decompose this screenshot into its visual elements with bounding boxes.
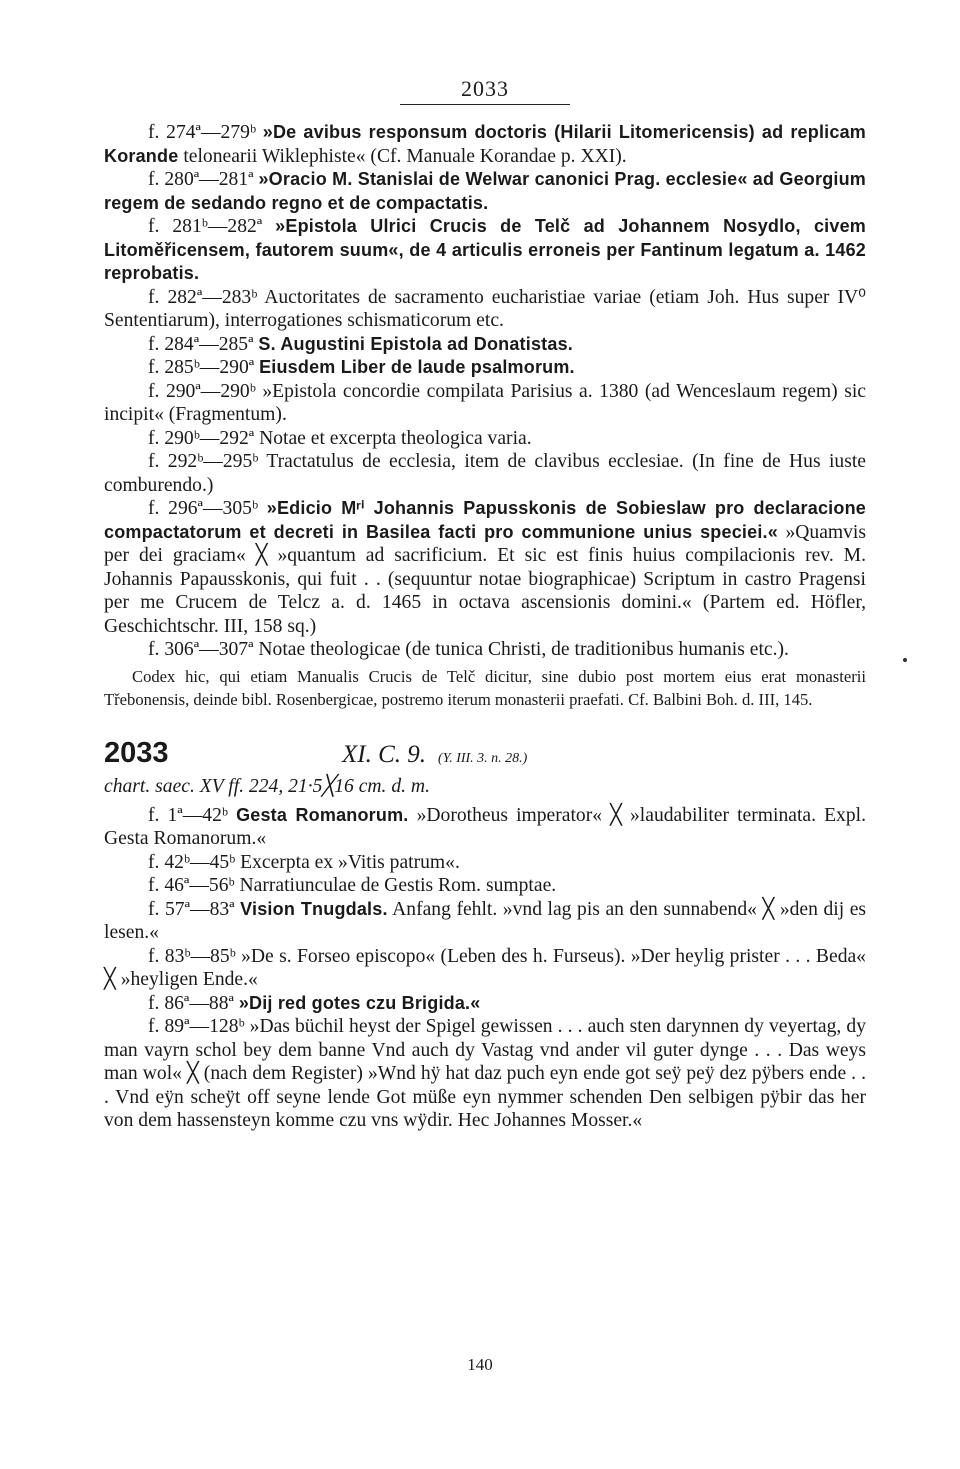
codex-heading: [104, 737, 866, 770]
catalog-entry: [104, 638, 866, 662]
page-body: [104, 76, 866, 1133]
folio-range: f. 284ª—285ª: [148, 333, 259, 355]
folio-range: f. 290ᵇ—292ª: [148, 427, 260, 449]
catalog-entry: [104, 380, 866, 427]
entry-text: Narratiunculae de Gestis Rom. sumptae.: [239, 875, 557, 896]
folio-range: f. 281ᵇ—282ª: [148, 216, 276, 237]
folio-range: f. 86ª—88ª: [148, 992, 239, 1014]
entries-bottom: [104, 804, 866, 1133]
catalog-entry: [104, 874, 866, 898]
entry-text: Notae theologicae (de tunica Christi, de traditionibus humanis etc.).: [258, 639, 789, 660]
folio-range: f. 285ᵇ—290ª: [148, 357, 260, 378]
entry-text: Anfang fehlt. »vnd lag pis an den sunnabend« ╳ »den dij es lesen.«: [104, 898, 867, 943]
entry-title: Eiusdem Liber de laude psalmorum.: [259, 357, 575, 377]
entry-text: »Dorotheus imperator« ╳ »laudabiliter terminata. Expl. Gesta Romanorum.«: [104, 804, 866, 849]
entry-text: Tractatulus de ecclesia, item de clavibus ecclesiae. (In fine de Hus iuste comburendo.): [104, 451, 866, 496]
entry-title: »Epistola Ulrici Crucis de Telč ad Johannem Nosydlo, civem Litoměřicensem, fautorem suum«, de 4 articulis erroneis per Fantinum legatum a. 1462 reprobatis.: [104, 216, 866, 283]
codex-number: 2033: [104, 736, 169, 769]
entry-title: »Oracio M. Stanislai de Welwar canonici Prag. ecclesie« ad Georgium regem de sedando regno et de compactatis.: [104, 169, 867, 213]
folio-range: f. 42ᵇ—45ᵇ: [148, 851, 241, 873]
folio-range: f. 46ª—56ᵇ: [148, 875, 240, 896]
entry-title: S. Augustini Epistola ad Donatistas.: [258, 333, 573, 354]
catalog-entry: [104, 427, 866, 451]
margin-dot: [903, 658, 907, 662]
entry-title: Vision Tnugdals.: [240, 898, 388, 919]
entry-title: Gesta Romanorum.: [236, 804, 409, 825]
entry-text: Notae et excerpta theologica varia.: [259, 427, 532, 449]
catalog-entry: [104, 121, 866, 168]
entry-text: »Das büchil heyst der Spigel gewissen . . . auch sten darynnen dy veyertag, dy man vayrn schol bey dem banne Vnd auch dy Vastag vnd ander vil guter dynge . . . Das weys man wol« ╳ (nach dem Register) »Wnd hÿ hat daz puch eyn ende got seÿ peÿ dez pÿbers ende . . . Vnd eÿn scheÿt off seyne lende Got müße eyn nymmer schenden Den selbigen pÿbir das her von dem hassensteyn komme czu vns wÿdir. Hec Johannes Mosser.«: [104, 1016, 866, 1131]
entry-text: telonearii Wiklephiste« (Cf. Manuale Korandae p. XXI).: [178, 145, 627, 167]
catalog-entry: [104, 450, 866, 497]
folio-range: f. 296ª—305ᵇ: [148, 498, 267, 519]
catalog-entry: [104, 168, 866, 215]
entry-title: »Edicio Mʳⁱ Johannis Papusskonis de Sobieslaw pro declaracione compactatorum et decreti in Basilea facti pro communione unius speciei.«: [104, 498, 866, 542]
catalog-entry: [104, 1015, 866, 1133]
entry-text: »Quamvis per dei graciam« ╳ »quantum ad sacrificium. Et sic est finis huius compilacionis rev. M. Johannis Papausskonis, qui fuit . . (sequuntur notae biographicae) Scriptum in castro Pragensi per me Crucem de Telcz a. d. 1465 in octava ascensionis domini.« (Partem ed. Höfler, Geschichtschr. III, 158 sq.): [104, 521, 866, 637]
entry-text: »De s. Forseo episcopo« (Leben des h. Furseus). »Der heylig prister . . . Beda« ╳ »heyligen Ende.«: [104, 945, 866, 990]
folio-range: f. 282ª—283ᵇ: [148, 286, 265, 308]
entry-text: Excerpta ex »Vitis patrum«.: [240, 851, 460, 873]
entries-top: [104, 121, 866, 662]
folio-range: f. 292ᵇ—295ᵇ: [148, 451, 267, 472]
head-rule: [400, 104, 570, 105]
catalog-entry: [104, 333, 866, 357]
folio-range: f. 290ª—290ᵇ: [148, 380, 263, 402]
running-head: 2033: [461, 76, 509, 101]
codex-description: chart. saec. XV ff. 224, 21·5╳16 cm. d. m.: [104, 775, 430, 797]
catalog-entry: [104, 804, 866, 851]
entry-title: »De avibus responsum doctoris (Hilarii Litomericensis) ad replicam Korande: [104, 122, 866, 166]
catalog-entry: [104, 497, 866, 638]
folio-range: f. 306ª—307ª: [148, 639, 259, 660]
folio-range: f. 280ª—281ª: [148, 169, 259, 190]
folio-range: f. 57ª—83ª: [148, 898, 241, 920]
catalog-entry: [104, 851, 866, 875]
folio-range: f. 1ª—42ᵇ: [148, 804, 237, 826]
catalog-entry: [104, 286, 866, 333]
catalog-entry: [104, 945, 866, 992]
entry-text: Auctoritates de sacramento eucharistiae variae (etiam Joh. Hus super IV⁰ Sententiarum), interrogationes schismaticorum etc.: [104, 286, 866, 331]
codex-old-signature: (Y. III. 3. n. 28.): [438, 750, 528, 766]
entry-title: »Dij red gotes czu Brigida.«: [238, 992, 481, 1013]
folio-range: f. 274ª—279ᵇ: [148, 122, 263, 143]
catalog-entry: [104, 898, 866, 945]
catalog-entry: [104, 356, 866, 380]
folio-range: f. 83ᵇ—85ᵇ: [148, 945, 242, 967]
codex-signature: XI. C. 9.: [342, 740, 427, 768]
folio-number: 140: [467, 1355, 493, 1374]
codex-note: Codex hic, qui etiam Manualis Crucis de Telč dicitur, sine dubio post mortem eius erat monasterii Třebonensis, deinde bibl. Rosenbergicae, postremo iterum monasterii praefati. Cf. Balbini Boh. d. III, 145.: [104, 666, 866, 709]
catalog-entry: [104, 215, 866, 286]
folio-range: f. 89ª—128ᵇ: [148, 1016, 250, 1037]
entry-text: »Epistola concordie compilata Parisius a. 1380 (ad Wenceslaum regem) sic incipit« (Fragmentum).: [104, 380, 866, 425]
catalog-entry: [104, 992, 866, 1016]
